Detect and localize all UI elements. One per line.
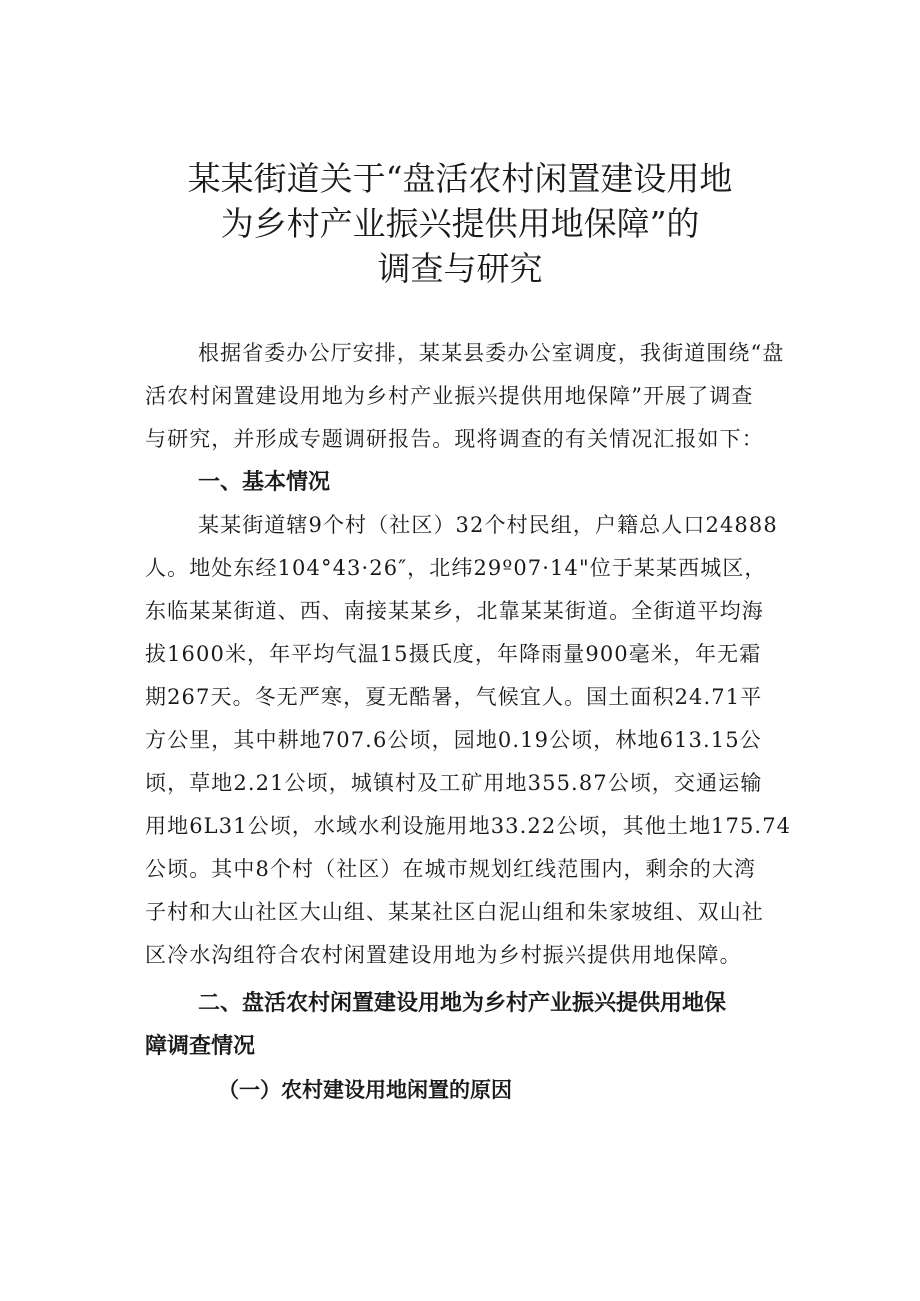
section-1-line-4: 拔1600米，年平均气温15摄氏度，年降雨量900毫米，年无霜	[145, 642, 762, 666]
document-title-line-1: 某某街道关于“盘活农村闲置建设用地	[187, 159, 733, 198]
section-1-line-2: 人。地处东经104°43·26″，北纬29º07·14"位于某某西城区，	[145, 556, 767, 580]
intro-line-2: 活农村闲置建设用地为乡村产业振兴提供用地保障”开展了调查	[145, 384, 754, 408]
section-2-heading-line-1: 二、盘活农村闲置建设用地为乡村产业振兴提供用地保	[198, 991, 727, 1016]
document-title-line-3: 调查与研究	[377, 249, 543, 288]
section-1-line-1: 某某街道辖9个村（社区）32个村民组，户籍总人口24888	[198, 513, 778, 537]
section-1-line-10: 子村和大山社区大山组、某某社区白泥山组和朱家坡组、双山社	[145, 900, 764, 924]
document-title-line-2: 为乡村产业振兴提供用地保障”的	[220, 204, 700, 243]
intro-line-1: 根据省委办公厅安排，某某县委办公室调度，我街道围绕“盘	[198, 341, 785, 365]
section-1-line-6: 方公里，其中耕地707.6公顷，园地0.19公顷，林地613.15公	[145, 728, 762, 752]
section-1-line-11: 区冷水沟组符合农村闲置建设用地为乡村振兴提供用地保障。	[145, 943, 742, 967]
section-1-line-8: 用地6L31公顷，水域水利设施用地33.22公顷，其他土地175.74	[145, 814, 792, 838]
section-1-line-9: 公顷。其中8个村（社区）在城市规划红线范围内，剩余的大湾	[145, 857, 757, 881]
subsection-1-heading: （一）农村建设用地闲置的原因	[218, 1078, 512, 1102]
section-1-line-7: 顷，草地2.21公顷，城镇村及工矿用地355.87公顷，交通运输	[145, 771, 763, 795]
section-2-heading-line-2: 障调查情况	[145, 1034, 256, 1059]
intro-line-3: 与研究，并形成专题调研报告。现将调查的有关情况汇报如下：	[145, 427, 764, 451]
section-1-line-3: 东临某某街道、西、南接某某乡，北靠某某街道。全街道平均海	[145, 599, 764, 623]
section-1-heading: 一、基本情况	[198, 470, 331, 495]
section-1-line-5: 期267天。冬无严寒，夏无酷暑，气候宜人。国土面积24.71平	[145, 685, 763, 709]
